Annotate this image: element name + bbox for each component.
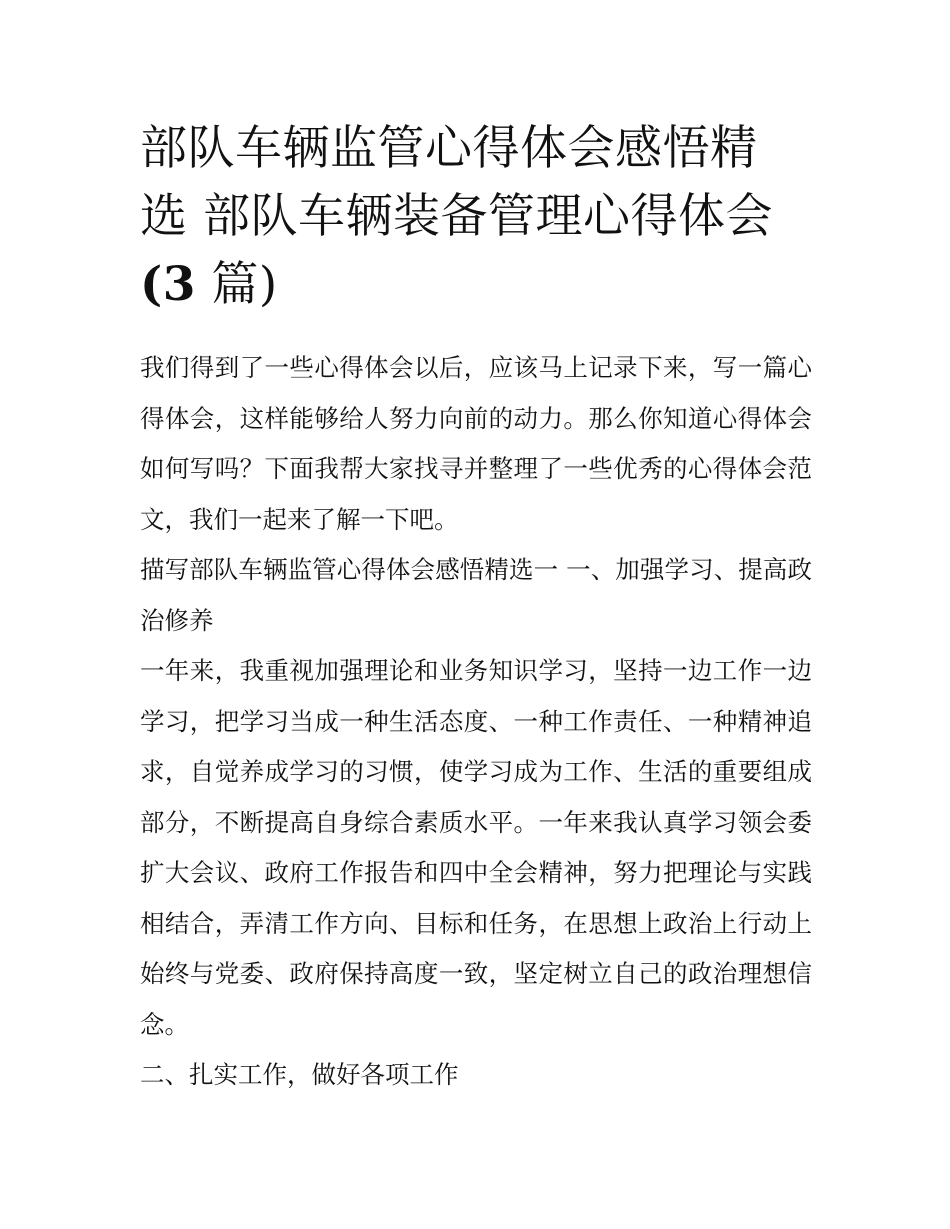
section-2-heading: 二、扎实工作，做好各项工作: [140, 1060, 459, 1089]
title-line-2: 选 部队车辆装备管理心得体会: [140, 189, 773, 244]
section-1-heading: 描写部队车辆监管心得体会感悟精选一 一、加强学习、提高政治修养: [140, 555, 812, 635]
section-1-paragraph: 一年来，我重视加强理论和业务知识学习，坚持一边工作一边学习，把学习当成一种生活态度、一种工作责任、一种精神追求，自觉养成学习的习惯，使学习成为工作、生活的重要组成部分，不断提高自身综合素质水平。一年来我认真学习领会委扩大会议、政府工作报告和四中全会精神，努力把理论与实践相结合，弄清工作方向、目标和任务，在思想上政治上行动上始终与党委、政府保持高度一致，坚定树立自己的政治理想信念。: [140, 656, 812, 1039]
document-title: [140, 115, 812, 319]
document-body: [140, 343, 812, 1101]
title-paren-open: (: [140, 257, 163, 312]
title-suffix: 篇): [195, 257, 278, 312]
document-page: [140, 115, 812, 1101]
title-count: 3: [162, 257, 196, 312]
title-line-1: 部队车辆监管心得体会感悟精: [140, 121, 758, 176]
title-line-3: [140, 251, 812, 319]
intro-paragraph: 我们得到了一些心得体会以后，应该马上记录下来，写一篇心得体会，这样能够给人努力向前的动力。那么你知道心得体会如何写吗？下面我帮大家找寻并整理了一些优秀的心得体会范文，我们一起来了解一下吧。: [140, 353, 812, 534]
